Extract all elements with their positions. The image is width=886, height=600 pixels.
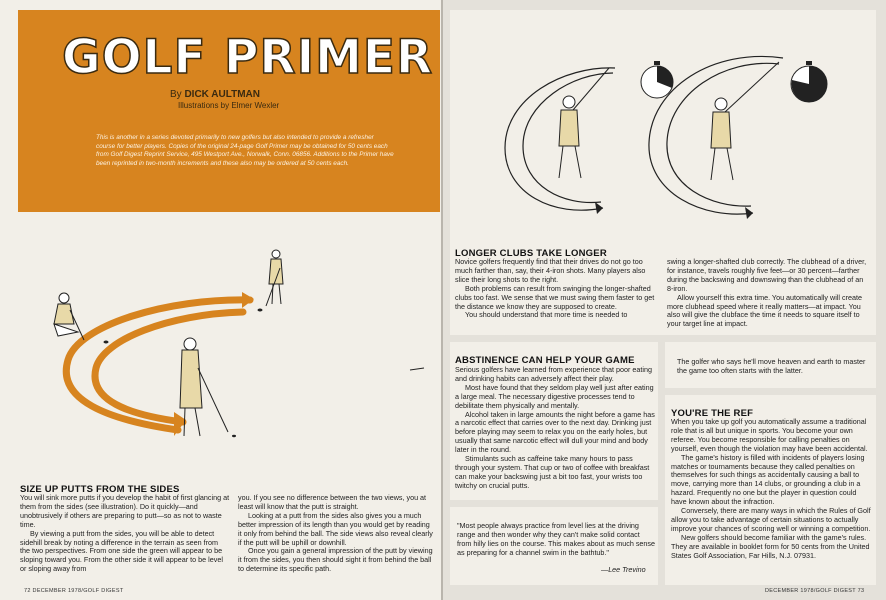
left-page: [0, 0, 442, 600]
longer-column-2: [667, 258, 871, 329]
ref-paragraph: Conversely, there are many ways in which the Rules of Golf allow you to take advantage of certain situations to actually improve your chances of scoring well or winning a competition.: [671, 506, 871, 533]
putts-col2-paragraph: Once you gain a general impression of the putt by viewing it from the sides, you then should sight it from behind the ball to determine its specific path.: [238, 546, 433, 574]
arc-arrows: [66, 300, 250, 430]
intro-text: This is another in a series devoted primarily to new golfers but also intended to provide a refresher course for better players. Copies of the original 24-page Golf Primer may be obtained for 50 cents each from Golf Digest Reprint Service, 495 Westport Ave., Norwalk, Conn. 06856. Additions to the Primer have been reprinted in two-month increments and these also may be ordered at 50 cents each.: [96, 134, 394, 167]
golfer-long-club-figure: [711, 62, 779, 180]
abstinence-paragraph: Alcohol taken in large amounts the night before a game has a narcotic effect that carries over to the next day. Drinking just before playing may seem to relax you on the early holes, but usually that same narcotic effect will dull your mind and body later in the round.: [455, 409, 655, 455]
trevino-quote-text: "Most people always practice from level lies at the driving range and then wonder why they can't make solid contact from hilly lies on the course. This makes about as much sense as preparing for a channel swim in the bathtub.": [457, 521, 656, 557]
short-arc-arrowhead: [595, 202, 603, 214]
abstinence-text: [455, 366, 655, 491]
longer-col1-paragraph: You should understand that more time is needed to: [465, 310, 628, 320]
standing-golfer-figure: [266, 250, 283, 306]
long-arc-arrowhead: [745, 207, 753, 219]
longer-col1-paragraph: Novice golfers frequently find that their drives do not go too much farther than, say, their 4-iron shots. Many players also slice their long shots to the right.: [455, 257, 646, 284]
crouching-golfer-figure: [54, 293, 84, 340]
article-title: GOLF PRIMER: [62, 30, 434, 85]
trevino-attribution: —Lee Trevino: [601, 565, 646, 574]
longer-col2-paragraph: Allow yourself this extra time. You automatically will create more clubhead speed where it really matters—at impact. You also will give the clubface the time it needs to square itself to your target line at impact.: [667, 292, 862, 329]
putts-col2-paragraph: you. If you see no difference between the two views, you at least will know that the putt is straight.: [238, 493, 427, 511]
putts-col1-paragraph: You will sink more putts if you develop the habit of first glancing at them from the sides (see illustration). Do it quickly—and unobtrusively if others are preparing to putt—so as not to waste time.: [20, 493, 230, 529]
section-heading-putts: SIZE UP PUTTS FROM THE SIDES: [20, 484, 180, 495]
section-heading-ref: YOU'RE THE REF: [671, 408, 754, 419]
ball-mark: [104, 341, 109, 344]
right-page: [443, 0, 886, 600]
ref-paragraph: When you take up golf you automatically assume a traditional role that is all but unique in sports. You become your own referee. You become responsible for calling penalties on yourself, even though the violation may have been accidental.: [671, 417, 868, 453]
folio-right: DECEMBER 1978/GOLF DIGEST 73: [765, 588, 865, 594]
byline-author: DICK AULTMAN: [184, 89, 260, 100]
putting-illustration: [18, 240, 440, 480]
golfer-quote-text: The golfer who says he'll move heaven and earth to master the game too often starts with the latter.: [677, 357, 866, 375]
section-heading-longer: LONGER CLUBS TAKE LONGER: [455, 248, 607, 259]
abstinence-paragraph: Stimulants such as caffeine take many hours to pass through your system. That cup or two of coffee with breakfast can make your backswing just a bit too fast, your wrists too twitchy on crucial putts.: [455, 454, 650, 490]
stopwatch-short-icon: [641, 61, 673, 98]
byline: [170, 89, 260, 100]
stopwatch-long-icon: [791, 61, 827, 102]
ref-text: [671, 418, 873, 561]
ref-paragraph: The game's history is filled with incidents of players losing matches or tournaments because they called penalties on themselves for such things as accidentally causing a ball to move, carrying more than 14 clubs, or grounding a club in a hazard. Frequently no one but the player in question could have known about the infraction.: [671, 452, 865, 507]
arrowhead-upper: [242, 292, 254, 308]
green-edge-mark: [410, 368, 424, 370]
byline-by: By: [170, 89, 182, 100]
putts-column-1: [20, 494, 230, 574]
longer-column-1: [455, 258, 657, 320]
swing-illustration: [483, 28, 863, 238]
putts-col2-paragraph: Looking at a putt from the sides also gives you a much better impression of its length than you would get by reading it only from behind the ball. The side views also reveal clearly if the putt will be uphill or downhill.: [238, 510, 433, 547]
folio-left: 72 DECEMBER 1978/GOLF DIGEST: [24, 588, 124, 594]
abstinence-paragraph: Most have found that they seldom play well just after eating a large meal. The necessary digestive processes tend to debilitate them physically and mentally.: [455, 382, 654, 410]
abstinence-paragraph: Serious golfers have learned from experience that poor eating and drinking habits can adversely affect their play.: [455, 365, 652, 383]
longer-col2-paragraph: swing a longer-shafted club correctly. The clubhead of a driver, for instance, travels roughly five feet—or 30 percent—farther during the backswing and downswing than the clubhead of an 8-iron.: [667, 257, 867, 293]
ref-paragraph: New golfers should become familiar with the game's rules. They are available in booklet form for 50 cents from the United States Golf Association, Far Hills, N.J. 07931.: [671, 532, 870, 560]
center-golfer-figure: [180, 338, 228, 436]
illustrator-credit: Illustrations by Elmer Wexler: [178, 101, 280, 110]
section-heading-abstinence: ABSTINENCE CAN HELP YOUR GAME: [455, 355, 635, 366]
longer-col1-paragraph: Both problems can result from swinging the longer-shafted clubs too fast. We sense that we must swing them faster to get the distance we know they are supposed to create.: [455, 283, 655, 311]
ball-center: [232, 435, 236, 437]
hole-mark: [258, 309, 263, 312]
putts-col1-paragraph: By viewing a putt from the sides, you will be able to detect sidehill break by noting a difference in the terrain as seen from the two perspectives. From one side the green will appear to be sloping toward you. From the other side it will appear to be level or sloping away from: [20, 528, 223, 574]
putts-column-2: [238, 494, 434, 574]
